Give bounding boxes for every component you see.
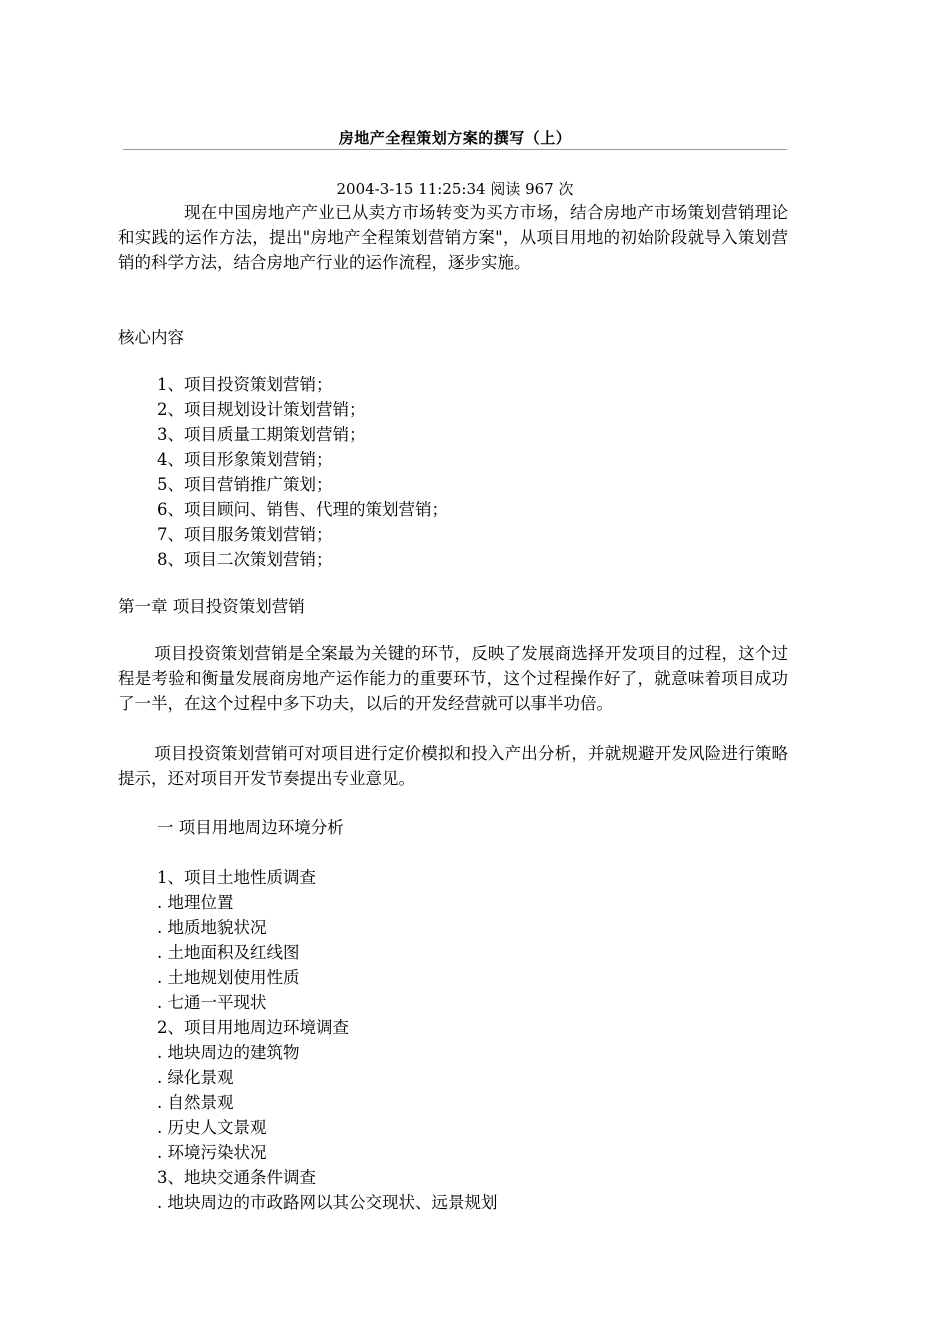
list-item: 2、项目用地周边环境调查 (157, 1018, 349, 1037)
chapter-paragraph: 项目投资策划营销可对项目进行定价模拟和投入产出分析，并就规避开发风险进行策略提示，还对项目开发节奏提出专业意见。 (118, 744, 788, 788)
title-divider (123, 149, 787, 150)
core-content-list (157, 372, 448, 572)
list-item: . 土地面积及红线图 (157, 943, 300, 962)
section-list (157, 865, 498, 1215)
list-item: 3、地块交通条件调查 (157, 1168, 316, 1187)
list-item: . 历史人文景观 (157, 1118, 267, 1137)
core-content-heading: 核心内容 (118, 328, 184, 347)
list-item: 6、项目顾问、销售、代理的策划营销； (157, 500, 448, 519)
list-item: 4、项目形象策划营销； (157, 450, 333, 469)
list-item: 3、项目质量工期策划营销； (157, 425, 366, 444)
section-heading: 一 项目用地周边环境分析 (157, 818, 344, 837)
list-item: . 土地规划使用性质 (157, 968, 300, 987)
list-item: . 环境污染状况 (157, 1143, 267, 1162)
list-item: . 地理位置 (157, 893, 234, 912)
list-item: . 地块周边的市政路网以其公交现状、远景规划 (157, 1193, 498, 1212)
list-item: 1、项目土地性质调查 (157, 868, 316, 887)
list-item: 7、项目服务策划营销； (157, 525, 333, 544)
post-meta: 2004-3-15 11:25:34 阅读 967 次 (336, 180, 574, 198)
list-item: 1、项目投资策划营销； (157, 375, 333, 394)
document-title: 房地产全程策划方案的撰写（上） (338, 129, 572, 147)
list-item: . 绿化景观 (157, 1068, 234, 1087)
chapter-heading: 第一章 项目投资策划营销 (118, 597, 305, 616)
list-item: . 自然景观 (157, 1093, 234, 1112)
list-item: 5、项目营销推广策划； (157, 475, 333, 494)
intro-paragraph: 现在中国房地产产业已从卖方市场转变为买方市场，结合房地产市场策划营销理论和实践的运作方法，提出"房地产全程策划营销方案"，从项目用地的初始阶段就导入策划营销的科学方法，结合房地产行业的运作流程，逐步实施。 (118, 203, 788, 272)
chapter-paragraph: 项目投资策划营销是全案最为关键的环节，反映了发展商选择开发项目的过程，这个过程是考验和衡量发展商房地产运作能力的重要环节，这个过程操作好了，就意味着项目成功了一半，在这个过程中多下功夫，以后的开发经营就可以事半功倍。 (118, 644, 788, 713)
list-item: . 地质地貌状况 (157, 918, 267, 937)
list-item: . 地块周边的建筑物 (157, 1043, 300, 1062)
list-item: . 七通一平现状 (157, 993, 267, 1012)
list-item: 2、项目规划设计策划营销； (157, 400, 366, 419)
list-item: 8、项目二次策划营销； (157, 550, 333, 569)
